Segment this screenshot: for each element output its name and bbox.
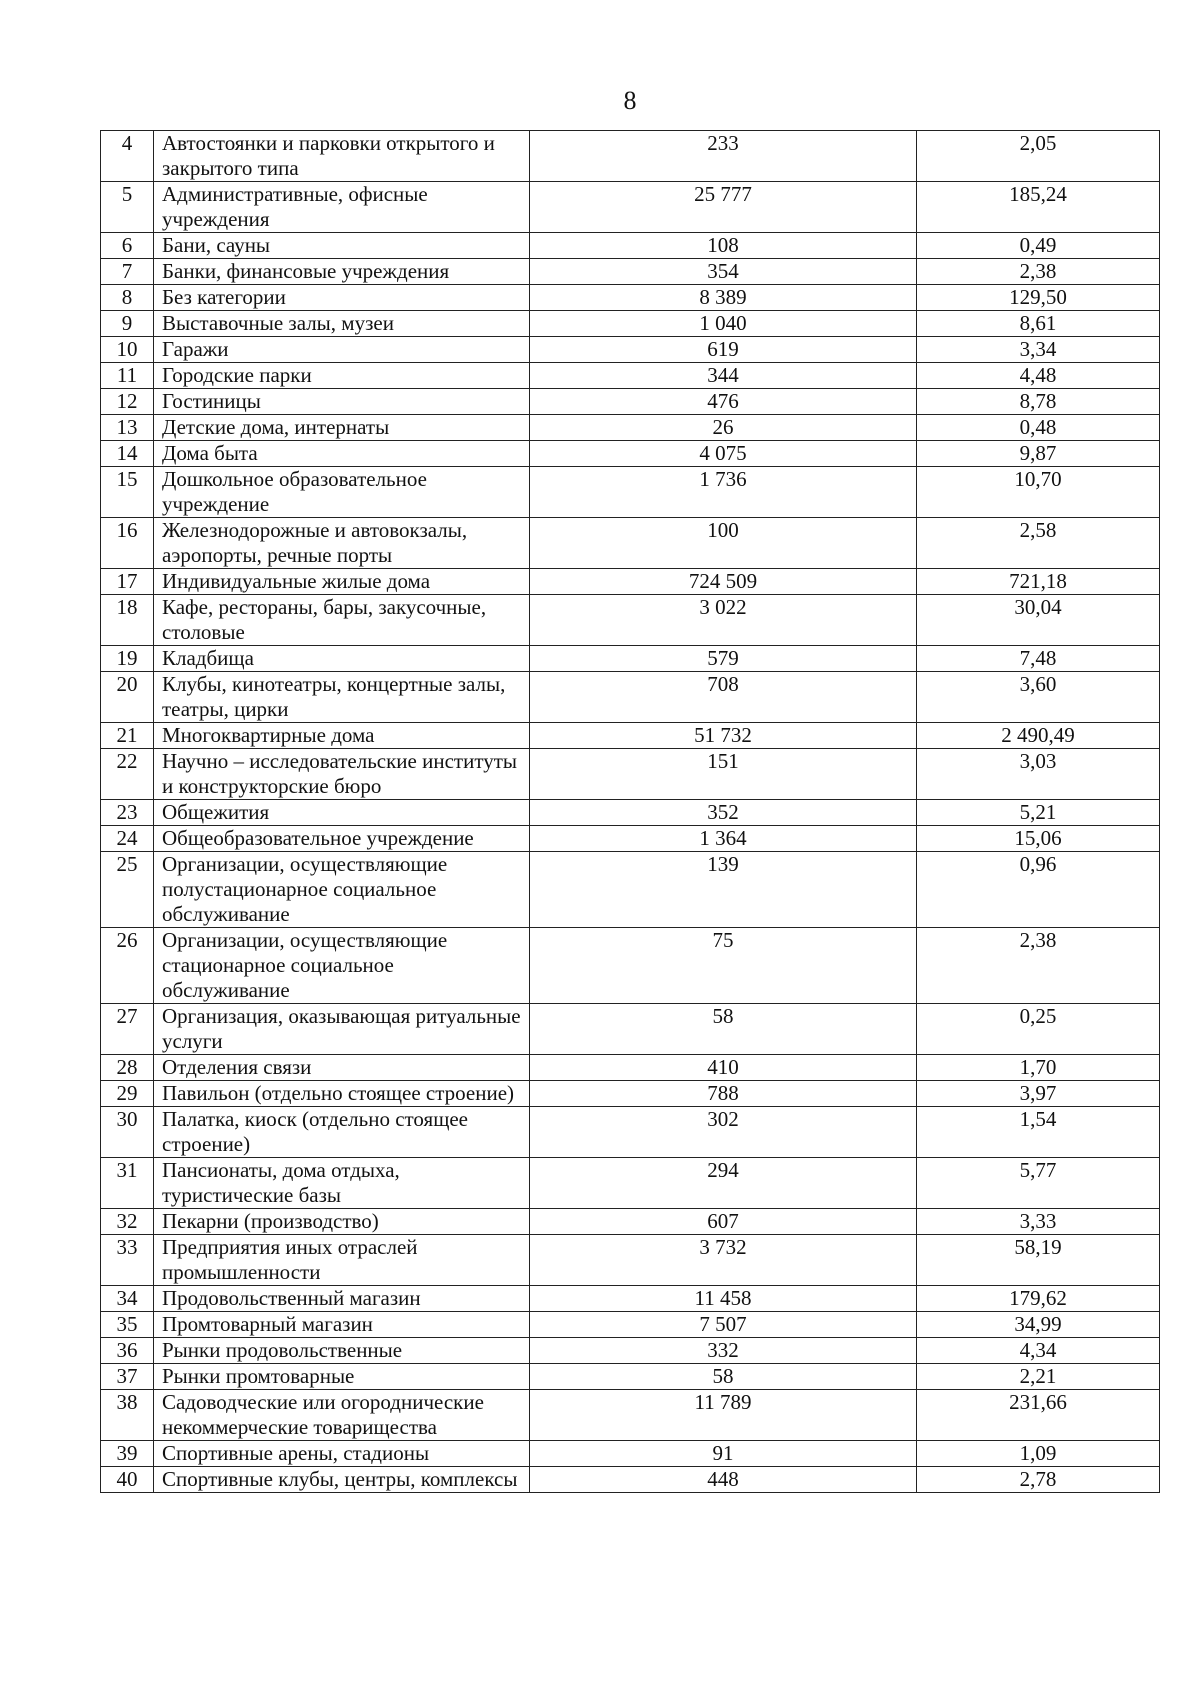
count-cell: 100 <box>530 518 917 569</box>
value-cell: 4,48 <box>917 363 1160 389</box>
category-name-cell: Гостиницы <box>154 389 530 415</box>
value-cell: 2,58 <box>917 518 1160 569</box>
count-cell: 3 022 <box>530 595 917 646</box>
value-cell: 7,48 <box>917 646 1160 672</box>
count-cell: 26 <box>530 415 917 441</box>
category-name-cell: Общежития <box>154 800 530 826</box>
count-cell: 1 736 <box>530 467 917 518</box>
count-cell: 724 509 <box>530 569 917 595</box>
table-row <box>101 1004 1160 1055</box>
table-row <box>101 1081 1160 1107</box>
category-name-cell: Пансионаты, дома отдыха, туристические базы <box>154 1158 530 1209</box>
count-cell: 91 <box>530 1441 917 1467</box>
category-name-cell: Продовольственный магазин <box>154 1286 530 1312</box>
row-number-cell: 7 <box>101 259 154 285</box>
table-row <box>101 131 1160 182</box>
count-cell: 788 <box>530 1081 917 1107</box>
count-cell: 4 075 <box>530 441 917 467</box>
value-cell: 129,50 <box>917 285 1160 311</box>
count-cell: 11 789 <box>530 1390 917 1441</box>
value-cell: 3,97 <box>917 1081 1160 1107</box>
count-cell: 1 040 <box>530 311 917 337</box>
count-cell: 7 507 <box>530 1312 917 1338</box>
row-number-cell: 13 <box>101 415 154 441</box>
table-row <box>101 1390 1160 1441</box>
value-cell: 4,34 <box>917 1338 1160 1364</box>
row-number-cell: 10 <box>101 337 154 363</box>
value-cell: 8,78 <box>917 389 1160 415</box>
category-name-cell: Банки, финансовые учреждения <box>154 259 530 285</box>
table-row <box>101 723 1160 749</box>
row-number-cell: 32 <box>101 1209 154 1235</box>
row-number-cell: 38 <box>101 1390 154 1441</box>
table-row <box>101 852 1160 928</box>
count-cell: 8 389 <box>530 285 917 311</box>
category-name-cell: Пекарни (производство) <box>154 1209 530 1235</box>
category-name-cell: Палатка, киоск (отдельно стоящее строение) <box>154 1107 530 1158</box>
data-table <box>100 130 1160 1493</box>
value-cell: 2,78 <box>917 1467 1160 1493</box>
value-cell: 34,99 <box>917 1312 1160 1338</box>
category-name-cell: Кладбища <box>154 646 530 672</box>
table-row <box>101 259 1160 285</box>
value-cell: 30,04 <box>917 595 1160 646</box>
row-number-cell: 12 <box>101 389 154 415</box>
table-row <box>101 1467 1160 1493</box>
row-number-cell: 16 <box>101 518 154 569</box>
category-name-cell: Клубы, кинотеатры, концертные залы, театры, цирки <box>154 672 530 723</box>
value-cell: 5,21 <box>917 800 1160 826</box>
row-number-cell: 33 <box>101 1235 154 1286</box>
category-name-cell: Индивидуальные жилые дома <box>154 569 530 595</box>
table-row <box>101 672 1160 723</box>
value-cell: 0,25 <box>917 1004 1160 1055</box>
row-number-cell: 27 <box>101 1004 154 1055</box>
row-number-cell: 9 <box>101 311 154 337</box>
value-cell: 9,87 <box>917 441 1160 467</box>
row-number-cell: 11 <box>101 363 154 389</box>
value-cell: 2,38 <box>917 928 1160 1004</box>
category-name-cell: Предприятия иных отраслей промышленности <box>154 1235 530 1286</box>
category-name-cell: Городские парки <box>154 363 530 389</box>
category-name-cell: Дошкольное образовательное учреждение <box>154 467 530 518</box>
table-row <box>101 595 1160 646</box>
page-number: 8 <box>623 86 637 115</box>
value-cell: 15,06 <box>917 826 1160 852</box>
count-cell: 302 <box>530 1107 917 1158</box>
value-cell: 0,49 <box>917 233 1160 259</box>
value-cell: 2,38 <box>917 259 1160 285</box>
table-row <box>101 569 1160 595</box>
table-row <box>101 1338 1160 1364</box>
count-cell: 294 <box>530 1158 917 1209</box>
category-name-cell: Многоквартирные дома <box>154 723 530 749</box>
row-number-cell: 19 <box>101 646 154 672</box>
row-number-cell: 21 <box>101 723 154 749</box>
table-row <box>101 389 1160 415</box>
category-name-cell: Бани, сауны <box>154 233 530 259</box>
category-name-cell: Рынки промтоварные <box>154 1364 530 1390</box>
count-cell: 25 777 <box>530 182 917 233</box>
count-cell: 607 <box>530 1209 917 1235</box>
value-cell: 3,03 <box>917 749 1160 800</box>
count-cell: 3 732 <box>530 1235 917 1286</box>
table-row <box>101 518 1160 569</box>
count-cell: 1 364 <box>530 826 917 852</box>
table-row <box>101 1286 1160 1312</box>
table-row <box>101 311 1160 337</box>
row-number-cell: 40 <box>101 1467 154 1493</box>
count-cell: 344 <box>530 363 917 389</box>
row-number-cell: 29 <box>101 1081 154 1107</box>
row-number-cell: 25 <box>101 852 154 928</box>
count-cell: 332 <box>530 1338 917 1364</box>
count-cell: 354 <box>530 259 917 285</box>
value-cell: 1,09 <box>917 1441 1160 1467</box>
count-cell: 58 <box>530 1364 917 1390</box>
value-cell: 231,66 <box>917 1390 1160 1441</box>
category-name-cell: Садоводческие или огороднические некоммерческие товарищества <box>154 1390 530 1441</box>
table-row <box>101 441 1160 467</box>
row-number-cell: 15 <box>101 467 154 518</box>
table-row <box>101 363 1160 389</box>
category-name-cell: Организации, осуществляющие стационарное социальное обслуживание <box>154 928 530 1004</box>
table-row <box>101 646 1160 672</box>
category-name-cell: Научно – исследовательские институты и конструкторские бюро <box>154 749 530 800</box>
category-name-cell: Спортивные клубы, центры, комплексы <box>154 1467 530 1493</box>
table-row <box>101 1107 1160 1158</box>
count-cell: 139 <box>530 852 917 928</box>
row-number-cell: 31 <box>101 1158 154 1209</box>
count-cell: 352 <box>530 800 917 826</box>
count-cell: 708 <box>530 672 917 723</box>
count-cell: 579 <box>530 646 917 672</box>
value-cell: 3,34 <box>917 337 1160 363</box>
category-name-cell: Павильон (отдельно стоящее строение) <box>154 1081 530 1107</box>
count-cell: 11 458 <box>530 1286 917 1312</box>
row-number-cell: 17 <box>101 569 154 595</box>
row-number-cell: 18 <box>101 595 154 646</box>
row-number-cell: 28 <box>101 1055 154 1081</box>
category-name-cell: Спортивные арены, стадионы <box>154 1441 530 1467</box>
value-cell: 1,70 <box>917 1055 1160 1081</box>
count-cell: 58 <box>530 1004 917 1055</box>
value-cell: 3,60 <box>917 672 1160 723</box>
table-row <box>101 285 1160 311</box>
category-name-cell: Выставочные залы, музеи <box>154 311 530 337</box>
row-number-cell: 26 <box>101 928 154 1004</box>
row-number-cell: 34 <box>101 1286 154 1312</box>
table-row <box>101 415 1160 441</box>
category-name-cell: Общеобразовательное учреждение <box>154 826 530 852</box>
count-cell: 151 <box>530 749 917 800</box>
table-row <box>101 1364 1160 1390</box>
count-cell: 75 <box>530 928 917 1004</box>
row-number-cell: 5 <box>101 182 154 233</box>
table-row <box>101 826 1160 852</box>
category-name-cell: Железнодорожные и автовокзалы, аэропорты, речные порты <box>154 518 530 569</box>
category-name-cell: Кафе, рестораны, бары, закусочные, столовые <box>154 595 530 646</box>
category-name-cell: Дома быта <box>154 441 530 467</box>
table-row <box>101 182 1160 233</box>
category-name-cell: Гаражи <box>154 337 530 363</box>
category-name-cell: Рынки продовольственные <box>154 1338 530 1364</box>
table-row <box>101 233 1160 259</box>
value-cell: 721,18 <box>917 569 1160 595</box>
value-cell: 5,77 <box>917 1158 1160 1209</box>
row-number-cell: 39 <box>101 1441 154 1467</box>
category-name-cell: Административные, офисные учреждения <box>154 182 530 233</box>
value-cell: 2,05 <box>917 131 1160 182</box>
count-cell: 51 732 <box>530 723 917 749</box>
category-name-cell: Промтоварный магазин <box>154 1312 530 1338</box>
row-number-cell: 36 <box>101 1338 154 1364</box>
row-number-cell: 4 <box>101 131 154 182</box>
value-cell: 179,62 <box>917 1286 1160 1312</box>
row-number-cell: 35 <box>101 1312 154 1338</box>
table-row <box>101 1312 1160 1338</box>
table-row <box>101 467 1160 518</box>
value-cell: 2 490,49 <box>917 723 1160 749</box>
row-number-cell: 14 <box>101 441 154 467</box>
table-body <box>101 131 1160 1493</box>
value-cell: 58,19 <box>917 1235 1160 1286</box>
row-number-cell: 22 <box>101 749 154 800</box>
value-cell: 0,96 <box>917 852 1160 928</box>
row-number-cell: 24 <box>101 826 154 852</box>
table-row <box>101 1158 1160 1209</box>
value-cell: 185,24 <box>917 182 1160 233</box>
row-number-cell: 20 <box>101 672 154 723</box>
category-name-cell: Детские дома, интернаты <box>154 415 530 441</box>
row-number-cell: 6 <box>101 233 154 259</box>
row-number-cell: 8 <box>101 285 154 311</box>
count-cell: 108 <box>530 233 917 259</box>
category-name-cell: Без категории <box>154 285 530 311</box>
value-cell: 8,61 <box>917 311 1160 337</box>
row-number-cell: 23 <box>101 800 154 826</box>
table-row <box>101 1209 1160 1235</box>
table-row <box>101 1235 1160 1286</box>
table-row <box>101 749 1160 800</box>
row-number-cell: 30 <box>101 1107 154 1158</box>
row-number-cell: 37 <box>101 1364 154 1390</box>
count-cell: 410 <box>530 1055 917 1081</box>
count-cell: 233 <box>530 131 917 182</box>
value-cell: 1,54 <box>917 1107 1160 1158</box>
category-name-cell: Отделения связи <box>154 1055 530 1081</box>
table-row <box>101 1055 1160 1081</box>
category-name-cell: Автостоянки и парковки открытого и закрытого типа <box>154 131 530 182</box>
count-cell: 619 <box>530 337 917 363</box>
table-row <box>101 337 1160 363</box>
table-row <box>101 928 1160 1004</box>
value-cell: 2,21 <box>917 1364 1160 1390</box>
table-row <box>101 1441 1160 1467</box>
value-cell: 10,70 <box>917 467 1160 518</box>
count-cell: 476 <box>530 389 917 415</box>
category-name-cell: Организации, осуществляющие полустационарное социальное обслуживание <box>154 852 530 928</box>
category-name-cell: Организация, оказывающая ритуальные услуги <box>154 1004 530 1055</box>
count-cell: 448 <box>530 1467 917 1493</box>
table-row <box>101 800 1160 826</box>
value-cell: 3,33 <box>917 1209 1160 1235</box>
value-cell: 0,48 <box>917 415 1160 441</box>
